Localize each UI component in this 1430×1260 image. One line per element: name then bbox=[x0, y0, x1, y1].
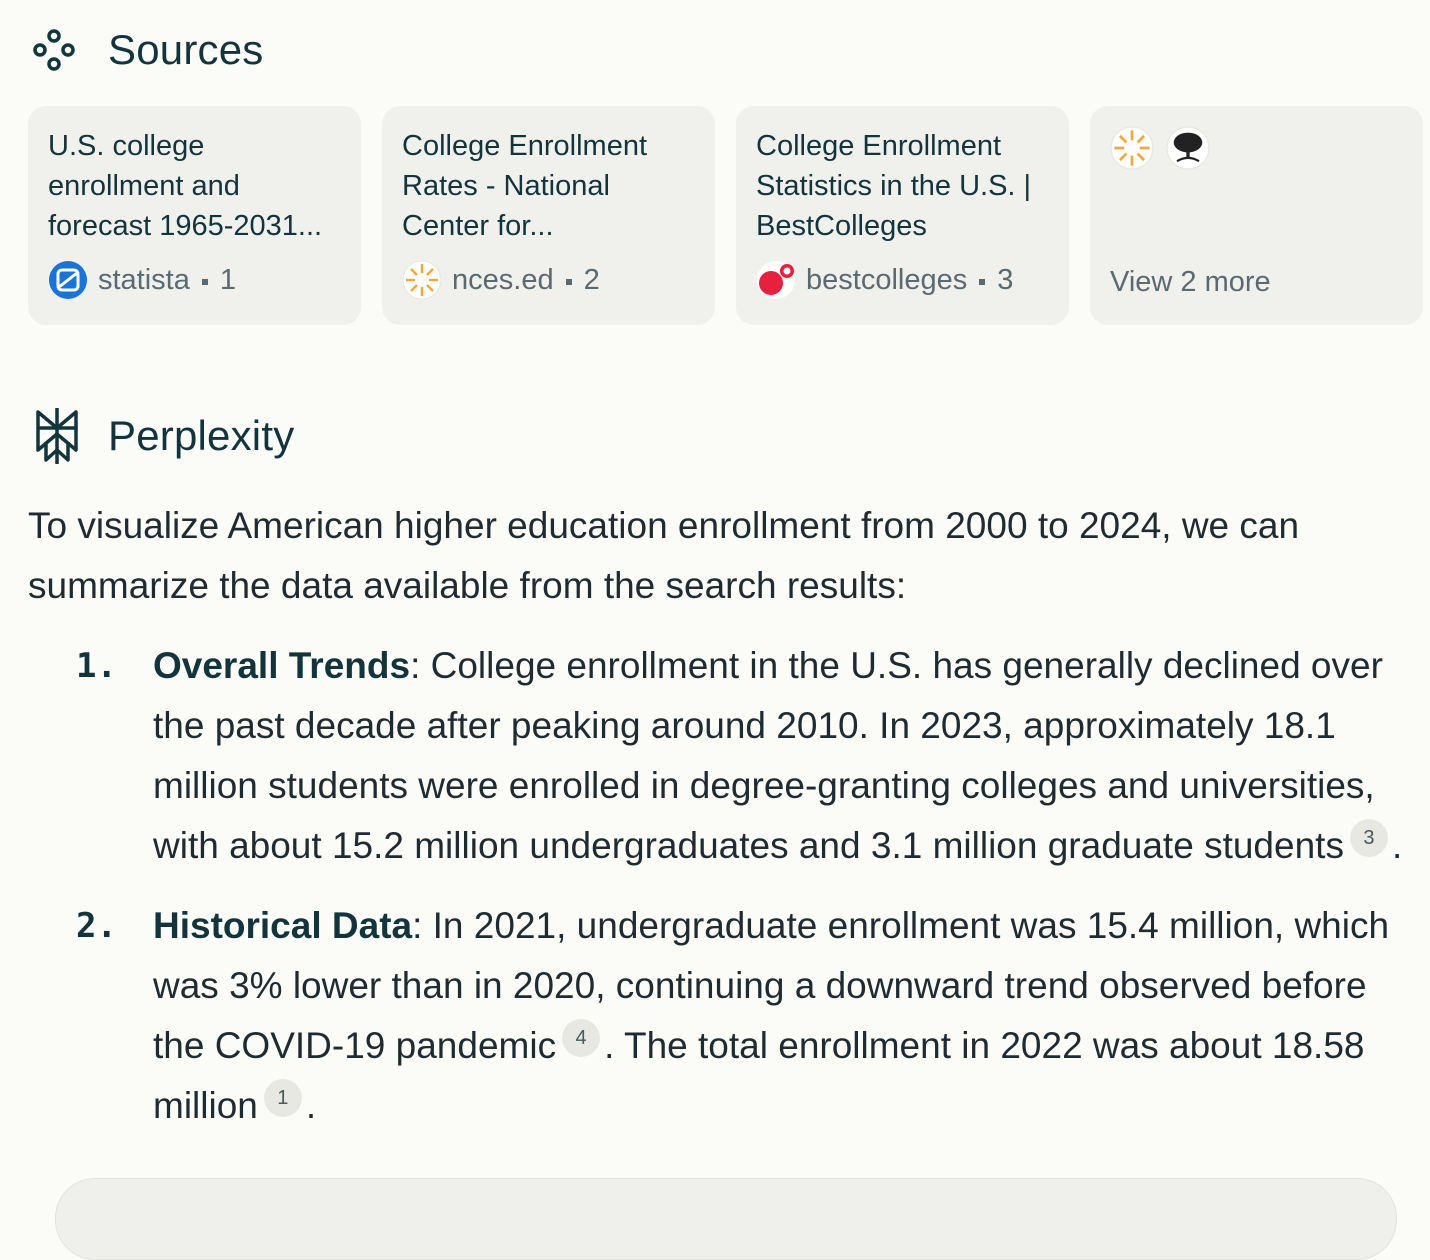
citation-badge[interactable]: 4 bbox=[562, 1019, 600, 1057]
source-index: 2 bbox=[583, 263, 600, 296]
source-card-meta bbox=[402, 260, 600, 300]
list-number: 2. bbox=[76, 906, 117, 946]
bestcolleges-icon bbox=[756, 260, 796, 300]
source-site: nces.ed bbox=[452, 263, 554, 296]
list-item bbox=[28, 896, 1418, 1136]
list-number: 1. bbox=[76, 646, 117, 686]
answer-points bbox=[28, 636, 1418, 1136]
source-index: 3 bbox=[997, 263, 1014, 296]
nces-sun-icon bbox=[1110, 126, 1154, 170]
answer-header bbox=[32, 410, 294, 462]
follow-up-input-bar[interactable] bbox=[55, 1178, 1397, 1260]
point-text: : College enrollment in the U.S. has generally declined over the past decade after peaking around 2010. In 2023, approximately 18.1 million students were enrolled in degree-granting colleges and universities, with about 15.2 million undergraduates and 3.1 million graduate students bbox=[153, 645, 1383, 866]
source-card-title: College Enrollment Statistics in the U.S. | BestColleges bbox=[756, 130, 1032, 242]
source-card-title: U.S. college enrollment and forecast 1965-2031... bbox=[48, 130, 323, 242]
source-card[interactable] bbox=[382, 106, 715, 325]
answer-body bbox=[28, 496, 1418, 1156]
point-text: : In 2021, undergraduate enrollment was 15.4 million, which was 3% lower than in 2020, continuing a downward trend observed before the COVID-19 pandemic bbox=[153, 905, 1390, 1066]
point-lead: Historical Data bbox=[153, 905, 413, 946]
sources-header bbox=[32, 24, 263, 76]
more-source-icons bbox=[1110, 126, 1403, 170]
citation-badge[interactable]: 1 bbox=[264, 1079, 302, 1117]
perplexity-logo-icon bbox=[32, 410, 84, 462]
source-card[interactable] bbox=[736, 106, 1069, 325]
source-site: bestcolleges bbox=[806, 263, 968, 296]
tree-icon bbox=[1166, 126, 1210, 170]
point-text-2: . The total enrollment in 2022 was about 18.58 million bbox=[153, 1025, 1365, 1126]
list-item bbox=[28, 636, 1418, 876]
source-card-meta bbox=[48, 260, 236, 300]
citation-badge[interactable]: 3 bbox=[1350, 819, 1388, 857]
answer-title: Perplexity bbox=[108, 412, 295, 459]
separator-dot bbox=[202, 279, 208, 285]
point-tail: . bbox=[1391, 825, 1403, 866]
view-more-card[interactable] bbox=[1090, 106, 1423, 325]
source-card-meta bbox=[756, 260, 1013, 300]
separator-dot bbox=[979, 279, 985, 285]
point-tail: . bbox=[305, 1085, 317, 1126]
source-cards bbox=[28, 106, 1423, 325]
nces-sun-icon bbox=[402, 260, 442, 300]
point-lead: Overall Trends bbox=[153, 645, 411, 686]
separator-dot bbox=[566, 279, 572, 285]
view-more-link: View 2 more bbox=[1110, 266, 1271, 298]
source-index: 1 bbox=[219, 263, 237, 296]
answer-intro: To visualize American higher education enrollment from 2000 to 2024, we can summarize the data available from the search results: bbox=[28, 505, 1300, 606]
source-card-title: College Enrollment Rates - National Center for... bbox=[402, 130, 648, 242]
sources-icon bbox=[32, 24, 84, 76]
source-site: statista bbox=[98, 263, 190, 296]
sources-title: Sources bbox=[108, 26, 264, 73]
source-card[interactable] bbox=[28, 106, 361, 325]
statista-icon bbox=[48, 260, 88, 300]
